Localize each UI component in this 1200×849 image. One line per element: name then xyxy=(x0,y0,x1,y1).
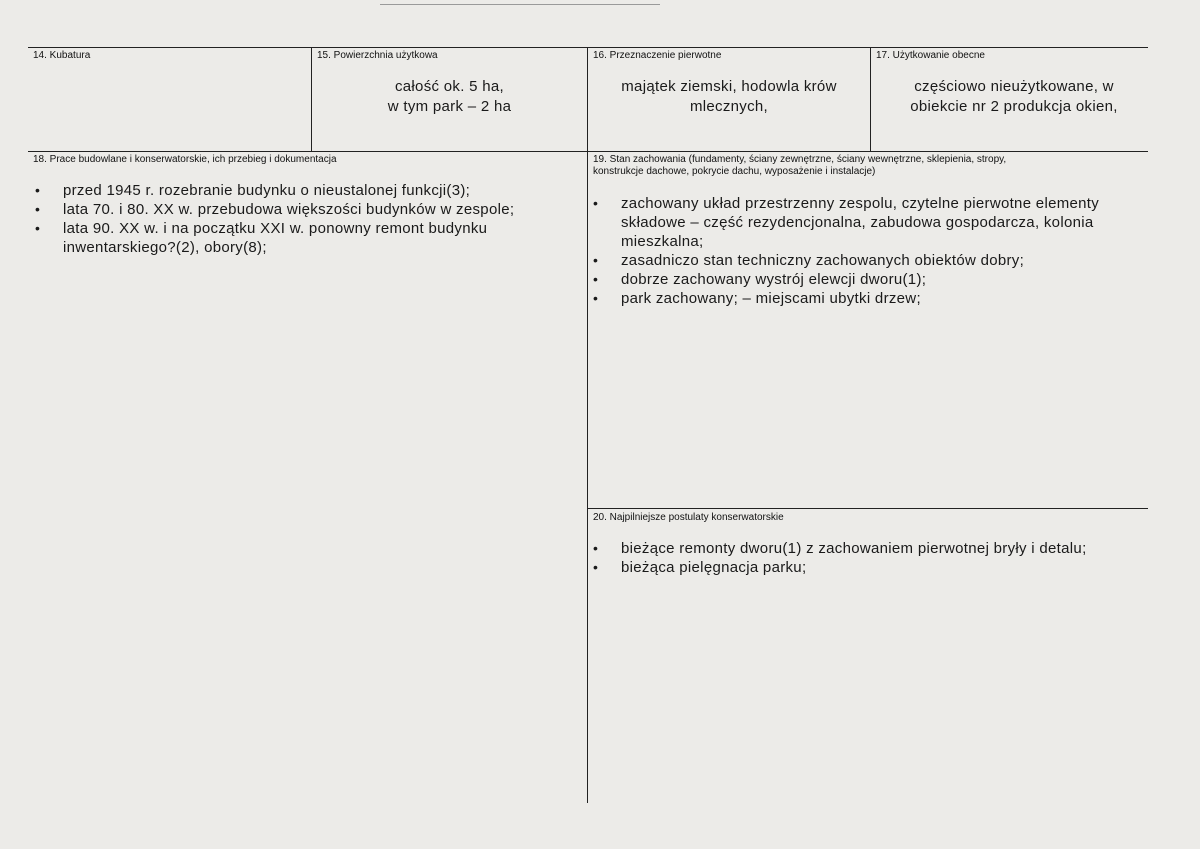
field-15-label: 15. Powierzchnia użytkowa xyxy=(317,50,438,61)
row20-top-border xyxy=(587,508,1148,509)
field-14-label: 14. Kubatura xyxy=(33,50,91,61)
field-16-value xyxy=(588,77,870,117)
field-18-item: • lata 90. XX w. i na początku XXI w. ponowny remont budynku inwentarskiego?(2), obory(8); xyxy=(33,219,573,257)
field-17-value xyxy=(880,77,1148,117)
field-18-item: • przed 1945 r. rozebranie budynku o nieustalonej funkcji(3); xyxy=(33,181,573,200)
field-15-value xyxy=(312,77,587,117)
center-divider xyxy=(587,47,588,803)
field-19-label-line-1: 19. Stan zachowania (fundamenty, ściany zewnętrzne, ściany wewnętrzne, sklepienia, stropy, xyxy=(593,154,1007,165)
field-16-value-line-1: majątek ziemski, hodowla krów xyxy=(621,78,837,95)
field-15-value-line-2: w tym park – 2 ha xyxy=(387,98,512,115)
field-15-value-line-1: całość ok. 5 ha, xyxy=(394,78,505,95)
row1-bottom-border xyxy=(28,151,1148,152)
field-18-label: 18. Prace budowlane i konserwatorskie, ich przebieg i dokumentacja xyxy=(33,154,337,165)
field-20-label: 20. Najpilniejsze postulaty konserwatorskie xyxy=(593,512,784,523)
top-border-line xyxy=(380,4,660,5)
field-16-label: 16. Przeznaczenie pierwotne xyxy=(593,50,722,61)
field-20-item: • bieżąca pielęgnacja parku; xyxy=(591,558,1136,577)
field-19-label-line-2: konstrukcje dachowe, pokrycie dachu, wyposażenie i instalacje) xyxy=(593,166,876,177)
field-18-list xyxy=(33,181,573,257)
field-19-item: • zachowany układ przestrzenny zespolu, czytelne pierwotne elementy składowe – część rezydencjonalna, zabudowa gospodarcza, kolonia mieszkalna; xyxy=(591,194,1136,251)
field-19-label xyxy=(593,154,1006,178)
field-17-value-line-2: obiekcie nr 2 produkcja okien, xyxy=(910,98,1118,115)
field-17-value-line-1: częściowo nieużytkowane, w xyxy=(914,78,1114,95)
field-18-item: • lata 70. i 80. XX w. przebudowa większości budynków w zespole; xyxy=(33,200,573,219)
field-20-item: • bieżące remonty dworu(1) z zachowaniem pierwotnej bryły i detalu; xyxy=(591,539,1136,558)
field-19-list xyxy=(591,194,1136,308)
field-19-item: • zasadniczo stan techniczny zachowanych obiektów dobry; xyxy=(591,251,1136,270)
field-19-item: • dobrze zachowany wystrój elewcji dworu(1); xyxy=(591,270,1136,289)
field-19-item: • park zachowany; – miejscami ubytki drzew; xyxy=(591,289,1136,308)
row1-top-border xyxy=(28,47,1148,48)
divider-16-17 xyxy=(870,47,871,151)
field-17-label: 17. Użytkowanie obecne xyxy=(876,50,985,61)
field-20-list xyxy=(591,539,1136,577)
field-16-value-line-2: mlecznych, xyxy=(689,98,769,115)
